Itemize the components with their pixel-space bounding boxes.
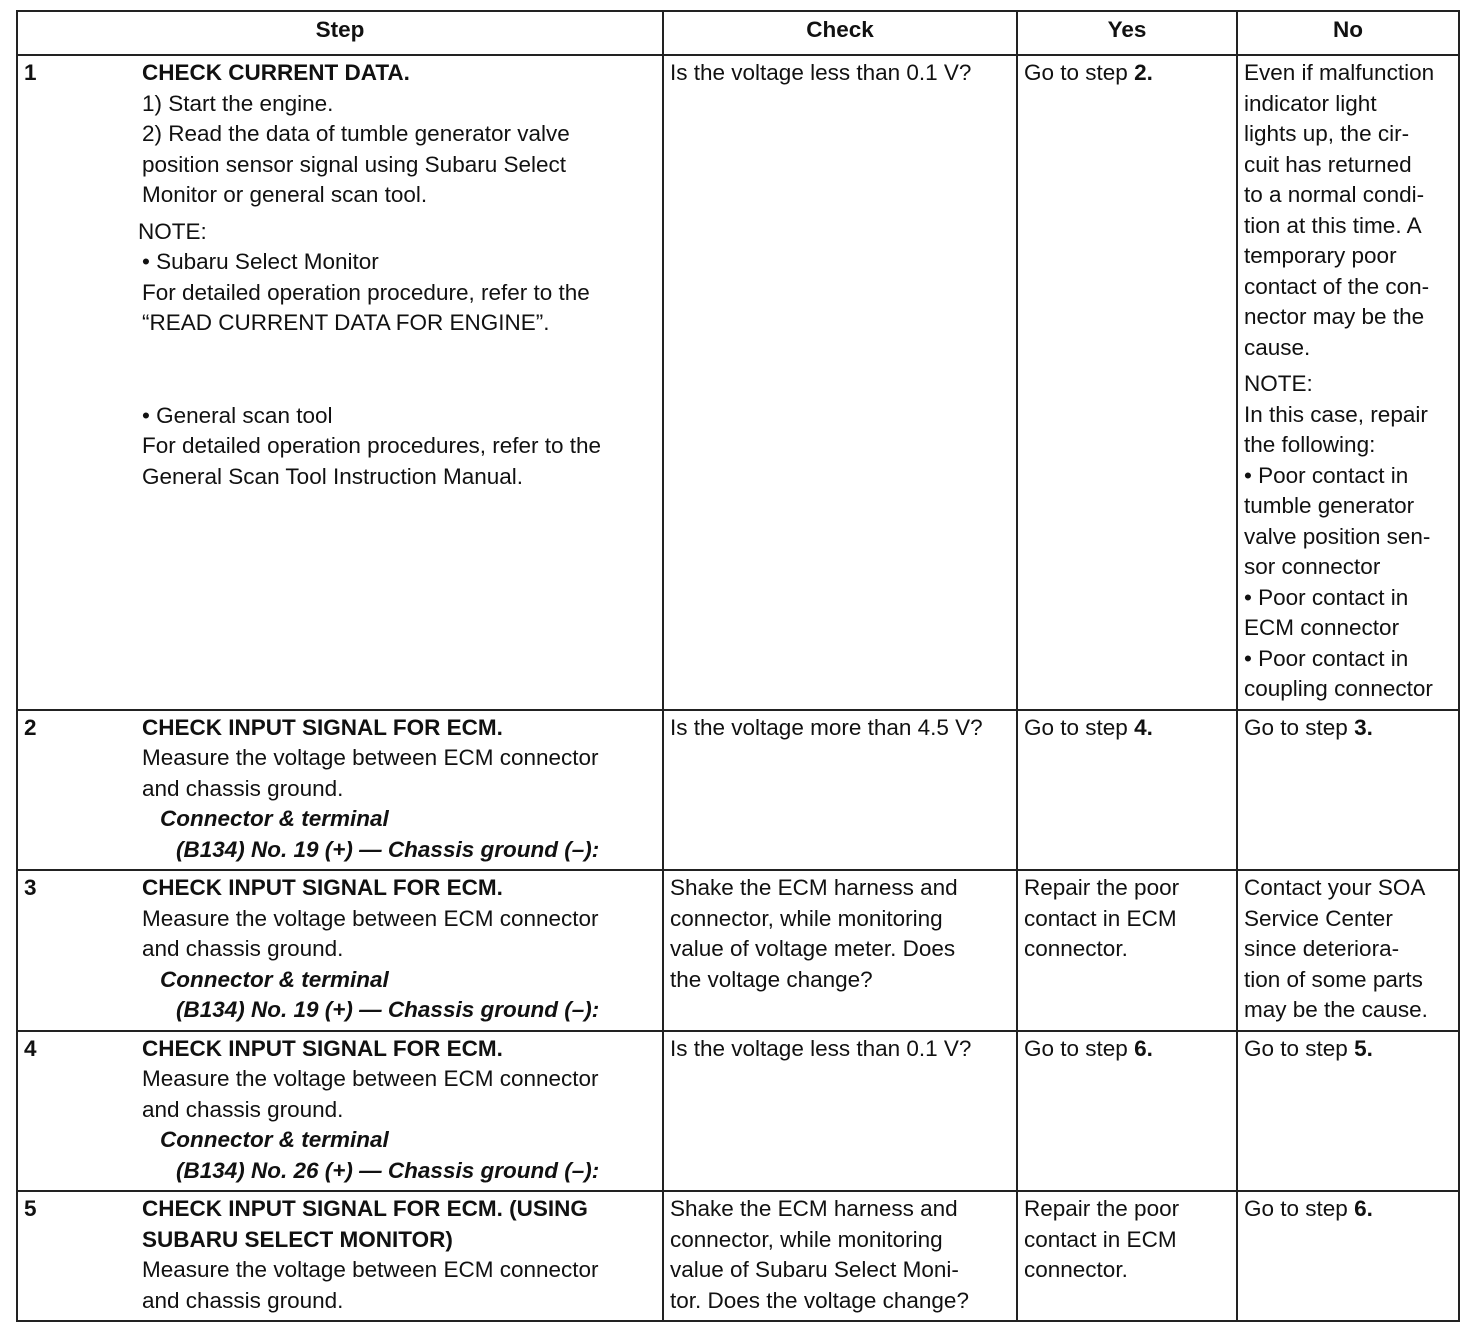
step-text: Measure the voltage between ECM connector	[142, 1066, 599, 1091]
no-cell	[1237, 870, 1459, 1031]
no-step: 5.	[1354, 1035, 1373, 1061]
bullet-item: • Subaru Select Monitor	[142, 249, 379, 274]
yes-step: 2.	[1134, 60, 1153, 85]
check-cell	[663, 55, 1017, 710]
check-text: Shake the ECM harness and	[670, 1196, 958, 1221]
check-text: the voltage change?	[670, 966, 873, 992]
no-cell	[1237, 1191, 1459, 1321]
check-text: tor. Does the voltage change?	[670, 1287, 969, 1313]
step-text: Monitor or general scan tool.	[142, 182, 428, 207]
connector-terminal-label: Connector & terminal	[160, 806, 389, 831]
check-text: value of Subaru Select Moni-	[670, 1257, 959, 1282]
step-number: 2	[24, 714, 37, 740]
yes-text: contact in ECM	[1024, 1226, 1177, 1252]
step-text: General Scan Tool Instruction Manual.	[142, 463, 524, 489]
connector-terminal-value: (B134) No. 26 (+) — Chassis ground (–):	[176, 1157, 600, 1183]
no-cell	[1237, 1031, 1459, 1192]
yes-text: contact in ECM	[1024, 905, 1177, 931]
no-cell	[1237, 710, 1459, 871]
step-text: For detailed operation procedure, refer to the	[142, 279, 590, 305]
no-text: contact of the con-	[1244, 273, 1430, 299]
table-row	[17, 1031, 1459, 1192]
step-text: 2) Read the data of tumble generator valve	[142, 121, 570, 146]
table-row	[17, 55, 1459, 710]
no-cell	[1237, 55, 1459, 710]
no-text: • Poor contact in	[1244, 462, 1409, 488]
no-text: cause.	[1244, 334, 1311, 360]
connector-terminal-label: Connector & terminal	[160, 1127, 389, 1152]
step-text: and chassis ground.	[142, 1096, 344, 1122]
no-text: Even if malfunction	[1244, 60, 1435, 85]
check-cell	[663, 710, 1017, 871]
step-number: 5	[24, 1196, 37, 1221]
yes-text: connector.	[1024, 936, 1128, 961]
no-text: to a normal condi-	[1244, 182, 1425, 207]
connector-terminal-value: (B134) No. 19 (+) — Chassis ground (–):	[176, 836, 600, 862]
step-text: and chassis ground.	[142, 936, 344, 961]
no-text: • Poor contact in	[1244, 645, 1409, 671]
no-text: indicator light	[1244, 90, 1377, 116]
step-title: CHECK INPUT SIGNAL FOR ECM.	[142, 714, 503, 740]
yes-cell	[1017, 1031, 1237, 1192]
step-text: Measure the voltage between ECM connector	[142, 745, 599, 770]
check-text: Is the voltage more than 4.5 V?	[670, 714, 983, 740]
no-step: 3.	[1354, 714, 1373, 740]
header-check: Check	[663, 11, 1017, 55]
no-text: sor connector	[1244, 554, 1381, 579]
yes-step: 6.	[1134, 1035, 1153, 1061]
no-text: Go to step	[1244, 1035, 1355, 1061]
no-text: ECM connector	[1244, 615, 1400, 640]
header-yes: Yes	[1017, 11, 1237, 55]
check-text: value of voltage meter. Does	[670, 936, 956, 961]
yes-text: Go to step	[1024, 60, 1135, 85]
step-title: CHECK INPUT SIGNAL FOR ECM. (USING	[142, 1196, 588, 1221]
step-title: CHECK CURRENT DATA.	[142, 60, 410, 85]
no-text: Contact your SOA	[1244, 875, 1426, 900]
no-text: valve position sen-	[1244, 523, 1431, 549]
check-cell	[663, 1191, 1017, 1321]
table-row	[17, 710, 1459, 871]
no-text: nector may be the	[1244, 304, 1425, 329]
step-text: Measure the voltage between ECM connector	[142, 1257, 599, 1282]
yes-text: Repair the poor	[1024, 875, 1180, 900]
step-cell	[17, 55, 663, 710]
check-text: connector, while monitoring	[670, 905, 943, 931]
no-text: Service Center	[1244, 905, 1393, 931]
yes-cell	[1017, 710, 1237, 871]
step-title: SUBARU SELECT MONITOR)	[142, 1226, 453, 1252]
bullet-item: • General scan tool	[142, 402, 333, 428]
step-cell	[17, 1031, 663, 1192]
table-row	[17, 870, 1459, 1031]
no-step: 6.	[1354, 1196, 1373, 1221]
no-note-label: NOTE:	[1244, 371, 1313, 396]
no-text: Go to step	[1244, 1196, 1355, 1221]
step-text: 1) Start the engine.	[142, 90, 334, 116]
step-title: CHECK INPUT SIGNAL FOR ECM.	[142, 875, 503, 900]
note-label: NOTE:	[138, 218, 207, 244]
step-title: CHECK INPUT SIGNAL FOR ECM.	[142, 1035, 503, 1061]
yes-cell	[1017, 1191, 1237, 1321]
check-cell	[663, 870, 1017, 1031]
no-text: tion of some parts	[1244, 966, 1423, 992]
step-cell	[17, 710, 663, 871]
step-number: 4	[24, 1035, 37, 1061]
check-text: Is the voltage less than 0.1 V?	[670, 1035, 972, 1061]
step-text: “READ CURRENT DATA FOR ENGINE”.	[142, 310, 550, 335]
no-text: cuit has returned	[1244, 151, 1412, 177]
yes-text: Go to step	[1024, 714, 1135, 740]
no-text: Go to step	[1244, 714, 1355, 740]
check-text: Is the voltage less than 0.1 V?	[670, 60, 972, 85]
check-text: Shake the ECM harness and	[670, 875, 958, 900]
no-text: temporary poor	[1244, 243, 1397, 268]
yes-cell	[1017, 55, 1237, 710]
step-cell	[17, 870, 663, 1031]
yes-step: 4.	[1134, 714, 1153, 740]
step-text: position sensor signal using Subaru Select	[142, 151, 567, 177]
step-number: 3	[24, 875, 37, 900]
step-text: and chassis ground.	[142, 775, 344, 801]
step-text: For detailed operation procedures, refer to the	[142, 433, 602, 458]
step-text: and chassis ground.	[142, 1287, 344, 1313]
header-row	[17, 11, 1459, 55]
no-text: • Poor contact in	[1244, 584, 1409, 610]
header-no: No	[1237, 11, 1459, 55]
step-text: Measure the voltage between ECM connector	[142, 905, 599, 931]
no-text: In this case, repair	[1244, 401, 1428, 427]
yes-text: Repair the poor	[1024, 1196, 1180, 1221]
table-row	[17, 1191, 1459, 1321]
header-step: Step	[17, 11, 663, 55]
check-text: connector, while monitoring	[670, 1226, 943, 1252]
no-text: tion at this time. A	[1244, 212, 1422, 238]
no-text: lights up, the cir-	[1244, 121, 1410, 146]
no-text: tumble generator	[1244, 493, 1415, 518]
yes-cell	[1017, 870, 1237, 1031]
check-cell	[663, 1031, 1017, 1192]
yes-text: Go to step	[1024, 1035, 1135, 1061]
diagnostic-table	[16, 10, 1460, 1322]
no-text: coupling connector	[1244, 676, 1433, 701]
step-cell	[17, 1191, 663, 1321]
connector-terminal-label: Connector & terminal	[160, 966, 389, 992]
no-text: since deteriora-	[1244, 936, 1400, 961]
yes-text: connector.	[1024, 1257, 1128, 1282]
no-text: may be the cause.	[1244, 997, 1428, 1022]
no-text: the following:	[1244, 432, 1376, 457]
step-number: 1	[24, 60, 37, 85]
connector-terminal-value: (B134) No. 19 (+) — Chassis ground (–):	[176, 997, 600, 1022]
